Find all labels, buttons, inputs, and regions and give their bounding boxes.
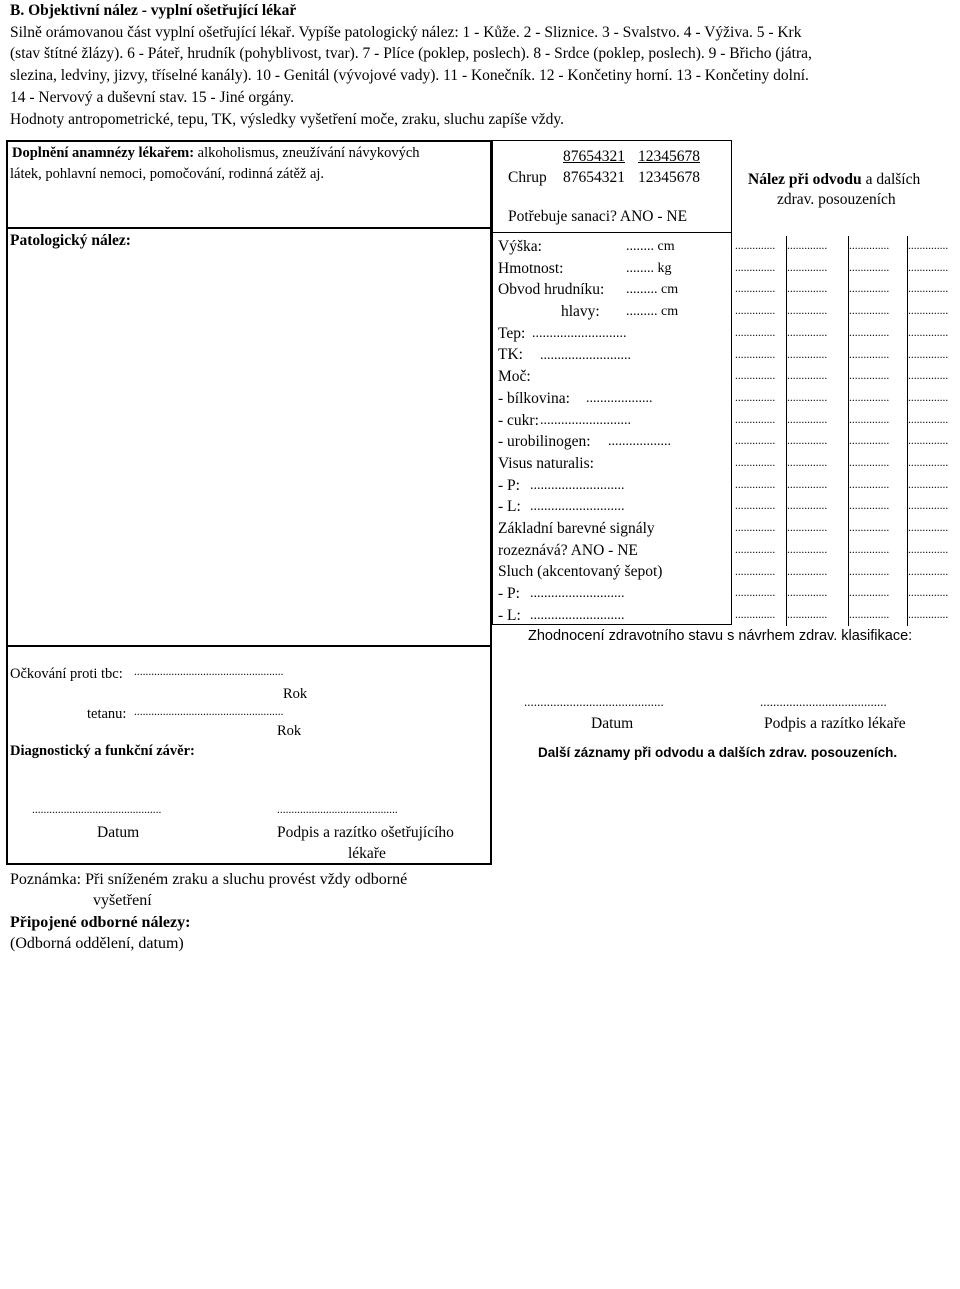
attached-findings-label: Připojené odborné nálezy:: [10, 914, 191, 931]
intro-line: slezina, ledviny, jizvy, tříselné kanály). 10 - Genitál (vývojové vady). 11 - Konečník. 12 - Končetiny horní. 13 - Končetiny dolní.: [10, 67, 809, 85]
pathology-label[interactable]: Patologický nález:: [10, 232, 131, 249]
findings-cell[interactable]: ..............: [908, 608, 949, 621]
findings-cell[interactable]: ..............: [735, 391, 776, 404]
findings-header-line2: zdrav. posouzeních: [777, 191, 896, 208]
anamnesis-text: alkoholismus, zneužívání návykových: [194, 145, 420, 161]
findings-header-bold: Nález při odvodu: [748, 171, 862, 188]
findings-cell[interactable]: ..............: [735, 305, 776, 318]
pulse-field[interactable]: ...........................: [532, 325, 627, 341]
intro-line: Hodnoty antropometrické, tepu, TK, výsledky vyšetření moče, zraku, sluchu zapíše vždy.: [10, 110, 564, 128]
evaluation-label: Zhodnocení zdravotního stavu s návrhem zdrav. klasifikace:: [528, 628, 913, 644]
tbc-label: Očkování proti tbc:: [10, 666, 123, 682]
findings-cell[interactable]: ..............: [849, 500, 890, 513]
eval-sign-label: Podpis a razítko lékaře: [764, 715, 906, 732]
findings-cell[interactable]: ..............: [849, 587, 890, 600]
findings-cell[interactable]: ..............: [735, 261, 776, 274]
findings-cell[interactable]: ..............: [908, 435, 949, 448]
eval-date-label: Datum: [591, 715, 634, 732]
findings-cell[interactable]: ..............: [787, 522, 828, 535]
findings-cell[interactable]: ..............: [908, 305, 949, 318]
findings-cell[interactable]: ..............: [787, 500, 828, 513]
urobilinogen-label: - urobilinogen:: [498, 433, 591, 451]
findings-cell[interactable]: ..............: [908, 348, 949, 361]
findings-cell[interactable]: ..............: [908, 522, 949, 535]
findings-cell[interactable]: ..............: [908, 413, 949, 426]
teeth-label: Chrup: [508, 169, 547, 186]
intro-block: [10, 0, 955, 130]
findings-cell[interactable]: ..............: [787, 261, 828, 274]
note-line-2: vyšetření: [93, 892, 152, 909]
conclusion-date-label: Datum: [97, 824, 140, 841]
findings-cell[interactable]: ..............: [849, 261, 890, 274]
visus-right-field[interactable]: ...........................: [530, 477, 625, 493]
findings-cell[interactable]: ..............: [735, 500, 776, 513]
conclusion-date-field[interactable]: .............................................: [32, 804, 162, 816]
findings-cell[interactable]: ..............: [735, 348, 776, 361]
findings-cell[interactable]: ..............: [908, 283, 949, 296]
height-label: Výška:: [498, 238, 542, 255]
findings-cell[interactable]: ..............: [787, 305, 828, 318]
findings-cell[interactable]: ..............: [735, 457, 776, 469]
sugar-label: - cukr:: [498, 411, 539, 429]
findings-cell[interactable]: ..............: [849, 543, 890, 556]
intro-line: (stav štítné žlázy). 6 - Páteř, hrudník (pohyblivost, tvar). 7 - Plíce (poklep, poslech). 8 - Srdce (poklep, poslech). 9 - Břicho (játra,: [10, 45, 812, 63]
findings-cell[interactable]: ..............: [735, 240, 776, 252]
eval-sign-field[interactable]: .......................................: [760, 694, 887, 709]
findings-cell[interactable]: ..............: [849, 413, 890, 426]
findings-cell[interactable]: ..............: [849, 522, 890, 535]
tbc-field[interactable]: ....................................................: [134, 666, 284, 678]
tbc-year-label: Rok: [283, 686, 308, 702]
weight-field[interactable]: ........ kg: [626, 260, 672, 276]
eval-date-field[interactable]: ...........................................: [524, 694, 664, 709]
visus-left-label: - L:: [498, 498, 521, 516]
findings-cell[interactable]: ..............: [735, 370, 776, 383]
note-line: Poznámka: Při sníženém zraku a sluchu provést vždy odborné: [10, 871, 408, 888]
height-field[interactable]: ........ cm: [626, 239, 675, 254]
findings-cell[interactable]: ..............: [908, 587, 949, 600]
protein-field[interactable]: ...................: [586, 390, 653, 406]
findings-cell[interactable]: ..............: [787, 587, 828, 600]
conclusion-sign-label: Podpis a razítko ošetřujícího: [277, 824, 454, 841]
intro-line: Silně orámovanou část vyplní ošetřující lékař. Vypíše patologický nález: 1 - Kůže. 2 - Sliznice. 3 - Svalstvo. 4 - Výživa. 5 - Krk: [10, 23, 802, 41]
teeth-lower-right: 12345678: [638, 169, 700, 186]
conclusion-sign-label-2: lékaře: [348, 845, 386, 862]
head-label: hlavy:: [561, 303, 600, 321]
chest-field[interactable]: ......... cm: [626, 282, 679, 298]
findings-cell[interactable]: ..............: [787, 240, 828, 252]
findings-cell[interactable]: ..............: [787, 326, 828, 339]
findings-cell[interactable]: ..............: [849, 391, 890, 404]
tetanus-label: tetanu:: [87, 706, 127, 722]
hearing-label: Sluch (akcentovaný šepot): [498, 563, 663, 581]
anamnesis-label: Doplnění anamnézy lékařem:: [12, 145, 195, 161]
bp-label: TK:: [498, 346, 523, 364]
findings-cell[interactable]: ..............: [908, 240, 949, 252]
hearing-left-label: - L:: [498, 606, 521, 624]
urine-label: Moč:: [498, 368, 531, 386]
visus-label: Visus naturalis:: [498, 454, 594, 472]
findings-cell[interactable]: ..............: [908, 565, 949, 578]
visus-left-field[interactable]: ...........................: [530, 499, 625, 515]
findings-cell[interactable]: ..............: [908, 391, 949, 404]
protein-label: - bílkovina:: [498, 389, 570, 407]
divider: [6, 645, 492, 647]
pulse-label: Tep:: [498, 324, 526, 342]
teeth-lower-left: 87654321: [563, 169, 625, 186]
findings-cell[interactable]: ..............: [849, 565, 890, 578]
findings-cell[interactable]: ..............: [787, 543, 828, 556]
findings-cell[interactable]: ..............: [849, 283, 890, 296]
weight-label: Hmotnost:: [498, 259, 564, 277]
findings-cell[interactable]: ..............: [787, 565, 828, 578]
visus-right-label: - P:: [498, 476, 520, 494]
conclusion-sign-field[interactable]: ..........................................: [277, 804, 398, 816]
findings-cell[interactable]: ..............: [849, 608, 890, 621]
attached-findings-hint: (Odborná oddělení, datum): [10, 935, 184, 952]
findings-header: [748, 169, 920, 190]
findings-cell[interactable]: ..............: [735, 478, 776, 491]
findings-cell[interactable]: ..............: [735, 435, 776, 448]
teeth-upper-right: 12345678: [638, 148, 700, 165]
findings-cell[interactable]: ..............: [908, 543, 949, 556]
hearing-right-field[interactable]: ...........................: [530, 586, 625, 602]
findings-cell[interactable]: ..............: [787, 435, 828, 448]
findings-cell[interactable]: ..............: [735, 326, 776, 339]
findings-cell[interactable]: ..............: [849, 348, 890, 361]
conclusion-label[interactable]: Diagnostický a funkční závěr:: [10, 743, 195, 759]
divider: [6, 227, 492, 229]
findings-cell[interactable]: ..............: [787, 478, 828, 491]
findings-cell[interactable]: ..............: [787, 413, 828, 426]
findings-header-rest: a dalších: [861, 171, 921, 188]
findings-cell[interactable]: ..............: [849, 435, 890, 448]
findings-cell[interactable]: ..............: [735, 608, 776, 621]
hearing-left-field[interactable]: ...........................: [530, 607, 625, 623]
findings-cell[interactable]: ..............: [735, 283, 776, 296]
findings-cell[interactable]: ..............: [908, 457, 949, 469]
findings-cell[interactable]: ..............: [735, 587, 776, 600]
chest-label: Obvod hrudníku:: [498, 281, 605, 299]
findings-cell[interactable]: ..............: [849, 326, 890, 339]
findings-cell[interactable]: ..............: [908, 478, 949, 491]
hearing-right-label: - P:: [498, 585, 520, 602]
color-signals-label: Základní barevné signály: [498, 519, 655, 537]
findings-cell[interactable]: ..............: [735, 413, 776, 426]
section-title: B. Objektivní nález - vyplní ošetřující lékař: [10, 2, 297, 19]
findings-cell[interactable]: ..............: [787, 283, 828, 296]
anamnesis-field[interactable]: [12, 143, 420, 164]
findings-cell[interactable]: ..............: [787, 608, 828, 621]
findings-cell[interactable]: ..............: [787, 348, 828, 361]
findings-cell[interactable]: ..............: [849, 478, 890, 491]
sugar-field[interactable]: ..........................: [540, 412, 631, 428]
intro-line: 14 - Nervový a duševní stav. 15 - Jiné orgány.: [10, 88, 294, 106]
tetanus-year-label: Rok: [277, 723, 302, 739]
bp-field[interactable]: ..........................: [540, 347, 631, 363]
further-records-label: Další záznamy při odvodu a dalších zdrav. posouzeních.: [538, 745, 898, 760]
sanation-question[interactable]: Potřebuje sanaci? ANO - NE: [508, 208, 688, 225]
teeth-upper-left: 87654321: [563, 148, 625, 165]
findings-cell[interactable]: ..............: [908, 500, 949, 513]
findings-cell[interactable]: ..............: [908, 370, 949, 383]
findings-cell[interactable]: ..............: [908, 261, 949, 274]
divider: [492, 232, 732, 233]
findings-cell[interactable]: ..............: [908, 326, 949, 339]
color-signals-question[interactable]: rozeznává? ANO - NE: [498, 541, 638, 559]
head-field[interactable]: ......... cm: [626, 304, 679, 320]
urobilinogen-field[interactable]: ..................: [608, 434, 671, 450]
anamnesis-text-2: látek, pohlavní nemoci, pomočování, rodinná zátěž aj.: [10, 166, 325, 182]
findings-cell[interactable]: ..............: [735, 522, 776, 535]
findings-cell[interactable]: ..............: [735, 543, 776, 556]
tetanus-field[interactable]: ....................................................: [134, 706, 284, 718]
findings-cell[interactable]: ..............: [849, 305, 890, 318]
findings-cell[interactable]: ..............: [735, 565, 776, 578]
findings-cell[interactable]: ..............: [787, 391, 828, 404]
findings-cell[interactable]: ..............: [849, 370, 890, 383]
findings-cell[interactable]: ..............: [849, 240, 890, 252]
findings-cell[interactable]: ..............: [787, 457, 828, 469]
findings-cell[interactable]: ..............: [787, 370, 828, 383]
findings-cell[interactable]: ..............: [849, 457, 890, 469]
